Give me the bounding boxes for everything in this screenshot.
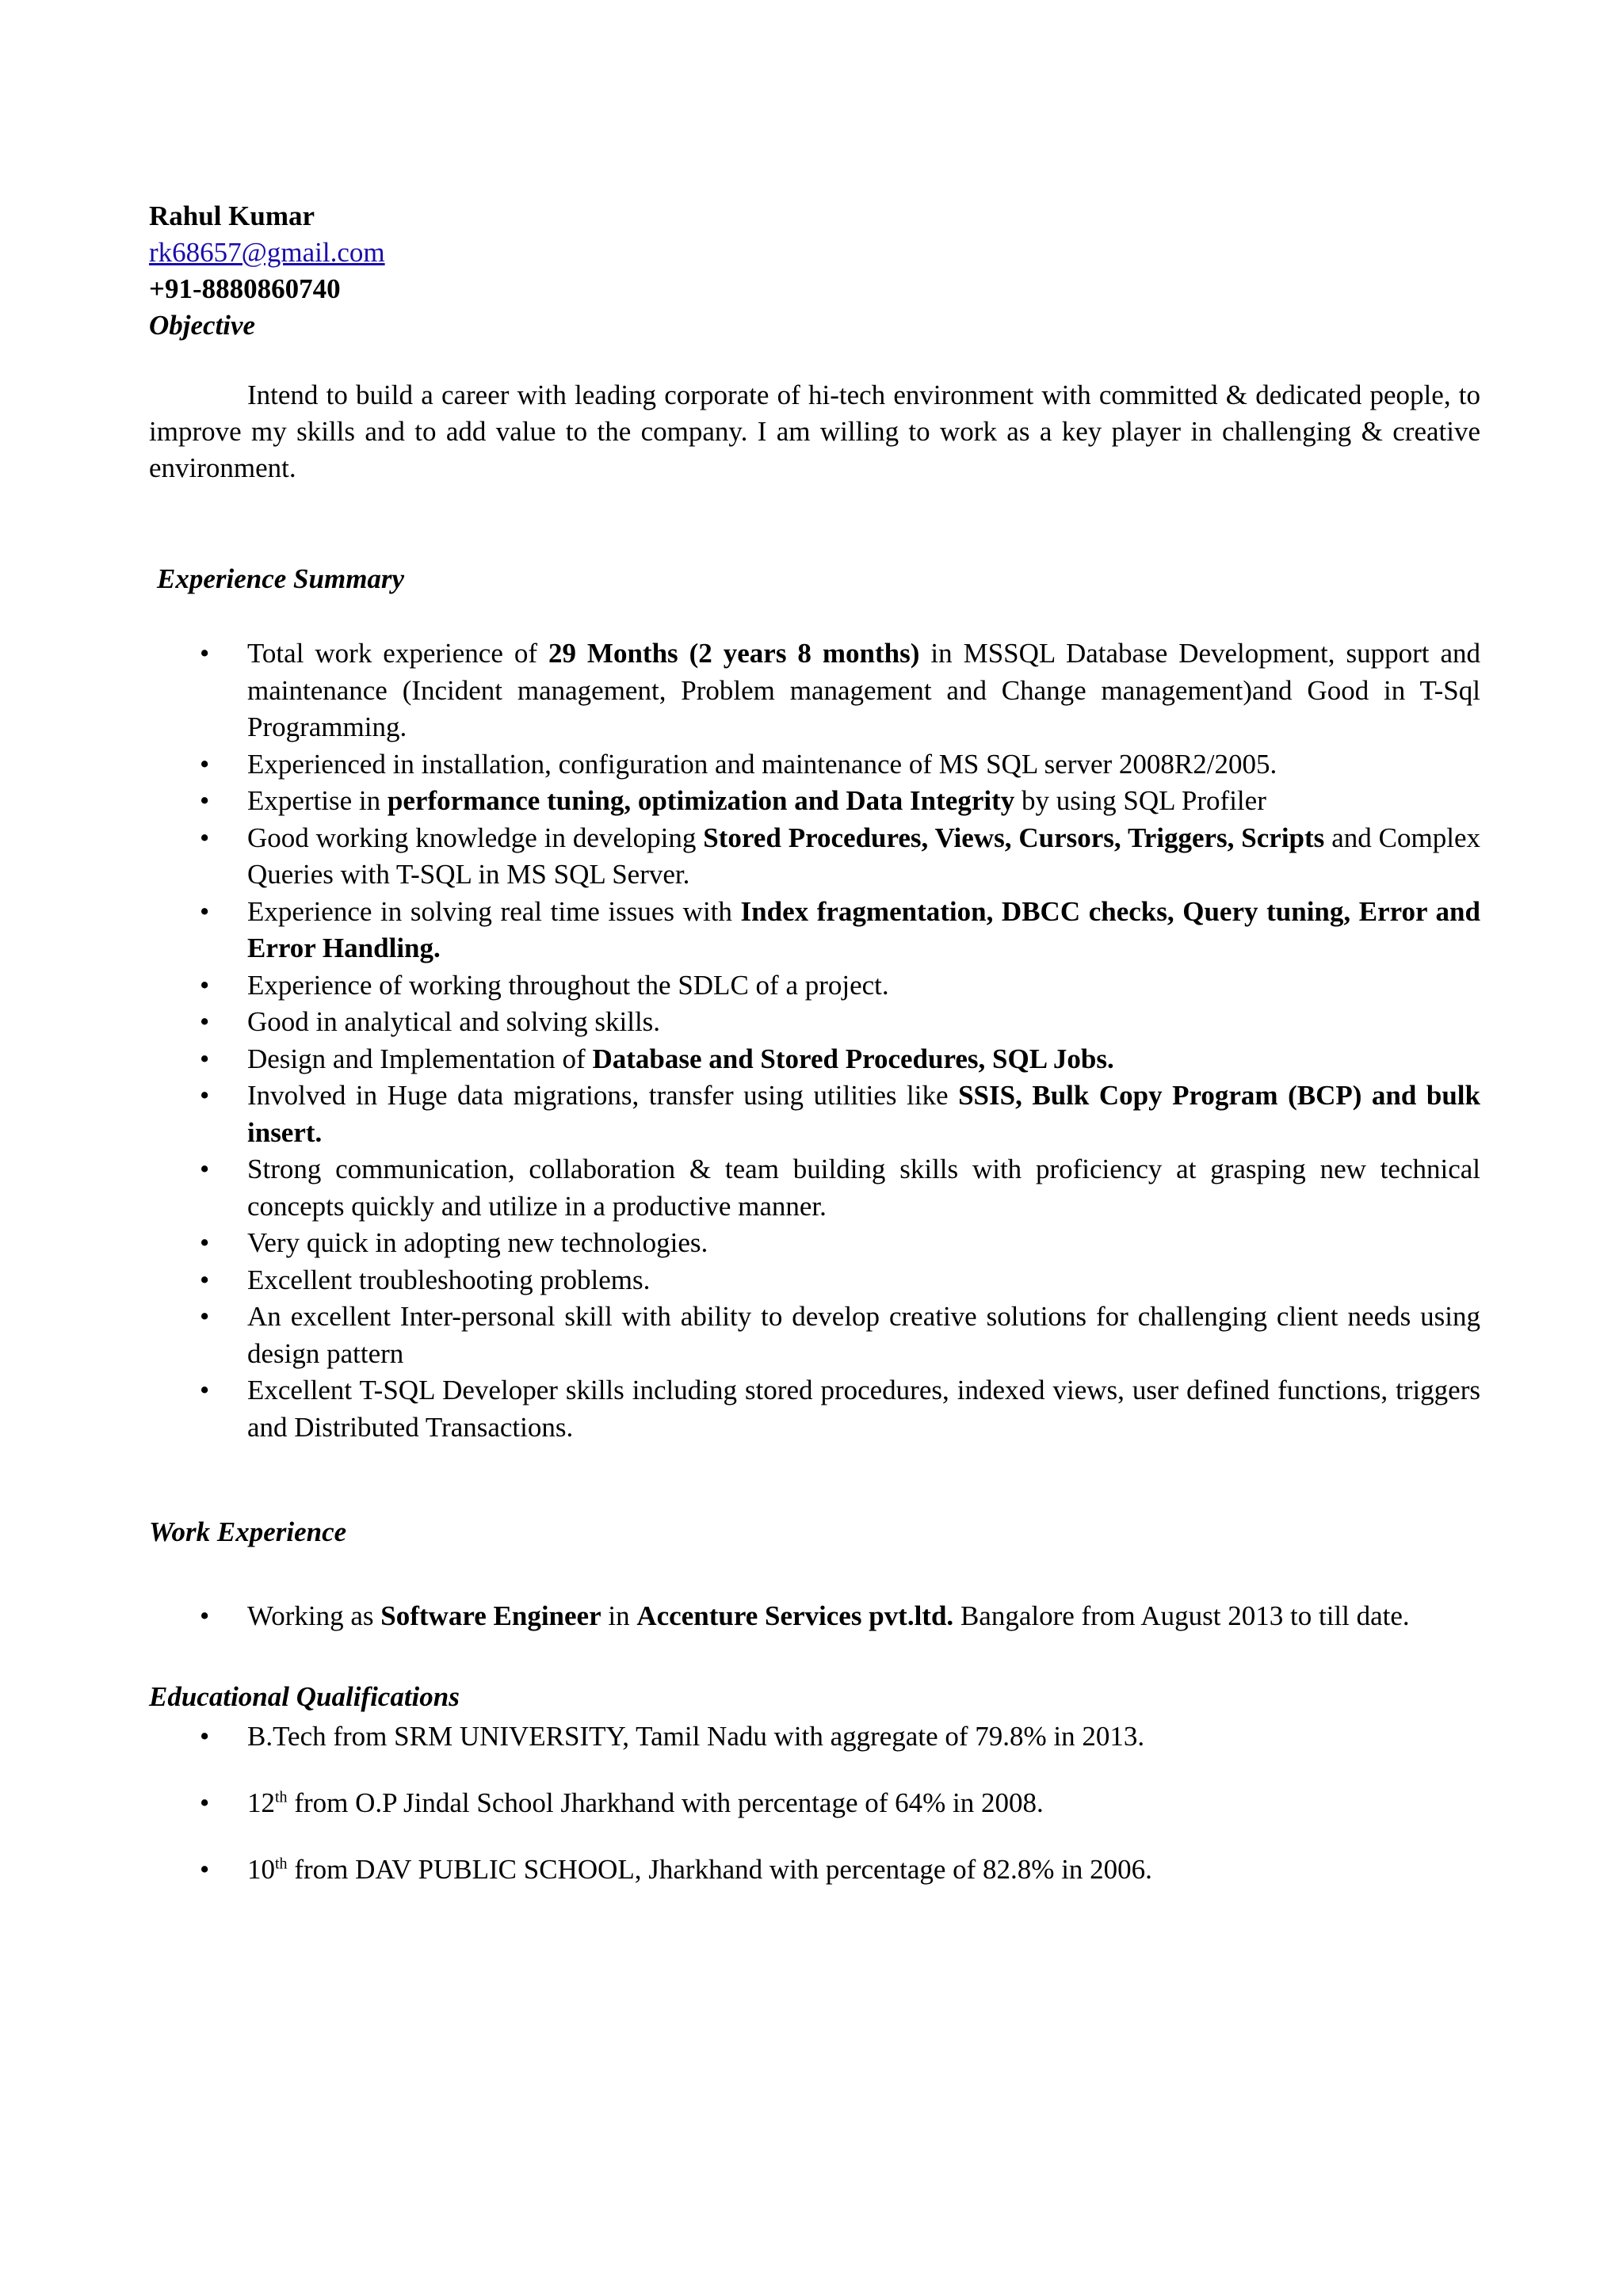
bullet-icon: • bbox=[200, 1006, 210, 1037]
item-text: Experience of working throughout the SDLC of a project. bbox=[247, 969, 889, 1001]
superscript-text: th bbox=[275, 1788, 288, 1806]
bullet-icon: • bbox=[200, 748, 210, 780]
item-text: An excellent Inter-personal skill with ability to develop creative solutions for challenging client needs using design pattern bbox=[247, 1301, 1480, 1369]
item-text: in bbox=[601, 1600, 637, 1631]
experience-summary-section bbox=[149, 561, 1480, 1446]
experience-summary-item bbox=[149, 746, 1480, 784]
experience-summary-item bbox=[149, 820, 1480, 894]
item-text: in MSSQL Database Development, support and maintenance (Incident management, Problem management and Change management)and Good in T-Sql Programming. bbox=[247, 638, 1480, 742]
contact-block bbox=[149, 198, 1480, 344]
bullet-icon: • bbox=[200, 1227, 210, 1258]
work-experience-item bbox=[149, 1595, 1480, 1638]
item-text: by using SQL Profiler bbox=[1014, 785, 1266, 816]
item-text: 10 bbox=[247, 1854, 275, 1885]
bold-text: Accenture Services pvt.ltd. bbox=[636, 1600, 954, 1631]
experience-summary-item bbox=[149, 1262, 1480, 1299]
work-experience-section bbox=[149, 1514, 1480, 1638]
item-text: Involved in Huge data migrations, transfer using utilities like bbox=[247, 1080, 959, 1111]
bullet-icon: • bbox=[200, 895, 210, 927]
bold-text: Stored Procedures, Views, Cursors, Triggers, Scripts bbox=[703, 822, 1325, 853]
item-text: Excellent troubleshooting problems. bbox=[247, 1264, 651, 1295]
experience-summary-item bbox=[149, 1077, 1480, 1151]
bullet-icon: • bbox=[200, 1301, 210, 1332]
bullet-icon: • bbox=[200, 1854, 210, 1885]
experience-summary-list bbox=[149, 635, 1480, 1446]
item-text: Very quick in adopting new technologies. bbox=[247, 1227, 708, 1258]
bold-text: SSIS, Bulk Copy Program (BCP) and bulk insert. bbox=[247, 1080, 1480, 1148]
education-section bbox=[149, 1679, 1480, 1888]
bullet-icon: • bbox=[200, 969, 210, 1001]
experience-summary-item bbox=[149, 1372, 1480, 1446]
item-text: Strong communication, collaboration & team building skills with proficiency at grasping new technical concepts quickly and utilize in a productive manner. bbox=[247, 1154, 1480, 1222]
item-text: Bangalore from August 2013 to till date. bbox=[953, 1600, 1410, 1631]
item-text: from DAV PUBLIC SCHOOL, Jharkhand with percentage of 82.8% in 2006. bbox=[287, 1854, 1152, 1885]
experience-summary-item bbox=[149, 967, 1480, 1005]
bullet-icon: • bbox=[200, 1043, 210, 1074]
bullet-icon: • bbox=[200, 1264, 210, 1295]
item-text: Total work experience of bbox=[247, 638, 548, 669]
experience-summary-item bbox=[149, 783, 1480, 820]
objective-heading: Objective bbox=[149, 310, 256, 341]
bullet-icon: • bbox=[200, 1721, 210, 1752]
education-item bbox=[149, 1852, 1480, 1888]
item-text: from O.P Jindal School Jharkhand with percentage of 64% in 2008. bbox=[287, 1787, 1044, 1818]
experience-summary-heading: Experience Summary bbox=[157, 563, 405, 594]
experience-summary-item bbox=[149, 1225, 1480, 1262]
education-item bbox=[149, 1785, 1480, 1821]
item-text: Good in analytical and solving skills. bbox=[247, 1006, 661, 1037]
item-text: and Complex Queries with T-SQL in MS SQL Server. bbox=[247, 822, 1480, 890]
bold-text: Database and Stored Procedures, SQL Jobs. bbox=[592, 1043, 1114, 1074]
bold-text: Software Engineer bbox=[380, 1600, 601, 1631]
experience-summary-item bbox=[149, 635, 1480, 746]
education-item bbox=[149, 1718, 1480, 1755]
bullet-icon: • bbox=[200, 785, 210, 816]
superscript-text: th bbox=[275, 1855, 288, 1873]
education-heading: Educational Qualifications bbox=[149, 1681, 460, 1712]
item-text: Experienced in installation, configuration and maintenance of MS SQL server 2008R2/2005. bbox=[247, 748, 1277, 780]
bullet-icon: • bbox=[200, 1154, 210, 1184]
item-text: Working as bbox=[247, 1600, 381, 1631]
bold-text: 29 Months (2 years 8 months) bbox=[548, 638, 920, 669]
bullet-icon: • bbox=[200, 638, 210, 669]
work-experience-list bbox=[149, 1595, 1480, 1638]
work-experience-heading: Work Experience bbox=[149, 1516, 347, 1547]
item-text: 12 bbox=[247, 1787, 275, 1818]
experience-summary-item bbox=[149, 1041, 1480, 1078]
experience-summary-item bbox=[149, 1151, 1480, 1225]
bold-text: Index fragmentation, DBCC checks, Query tuning, Error and Error Handling. bbox=[247, 895, 1480, 963]
experience-summary-item bbox=[149, 894, 1480, 967]
item-text: Expertise in bbox=[247, 785, 388, 816]
item-text: Excellent T-SQL Developer skills including stored procedures, indexed views, user defined functions, triggers and Distributed Transactions. bbox=[247, 1375, 1480, 1443]
bullet-icon: • bbox=[200, 1080, 210, 1111]
item-text: Experience in solving real time issues with bbox=[247, 895, 741, 927]
experience-summary-item bbox=[149, 1004, 1480, 1041]
item-text: Design and Implementation of bbox=[247, 1043, 593, 1074]
phone-number: +91-8880860740 bbox=[149, 273, 341, 304]
resume-content bbox=[149, 198, 1480, 1888]
candidate-name: Rahul Kumar bbox=[149, 200, 315, 231]
email-link[interactable]: rk68657@gmail.com bbox=[149, 237, 385, 268]
bullet-icon: • bbox=[200, 1787, 210, 1818]
objective-text: Intend to build a career with leading corporate of hi-tech environment with committed & dedicated people, to improve my skills and to add value to the company. I am willing to work as a key player in challenging & creative environment. bbox=[149, 379, 1480, 483]
experience-summary-item bbox=[149, 1299, 1480, 1372]
item-text: Good working knowledge in developing bbox=[247, 822, 704, 853]
bold-text: performance tuning, optimization and Data Integrity bbox=[387, 785, 1015, 816]
bullet-icon: • bbox=[200, 1375, 210, 1405]
bullet-icon: • bbox=[200, 1600, 210, 1631]
item-text: B.Tech from SRM UNIVERSITY, Tamil Nadu with aggregate of 79.8% in 2013. bbox=[247, 1721, 1145, 1752]
bullet-icon: • bbox=[200, 822, 210, 853]
education-list bbox=[149, 1718, 1480, 1888]
